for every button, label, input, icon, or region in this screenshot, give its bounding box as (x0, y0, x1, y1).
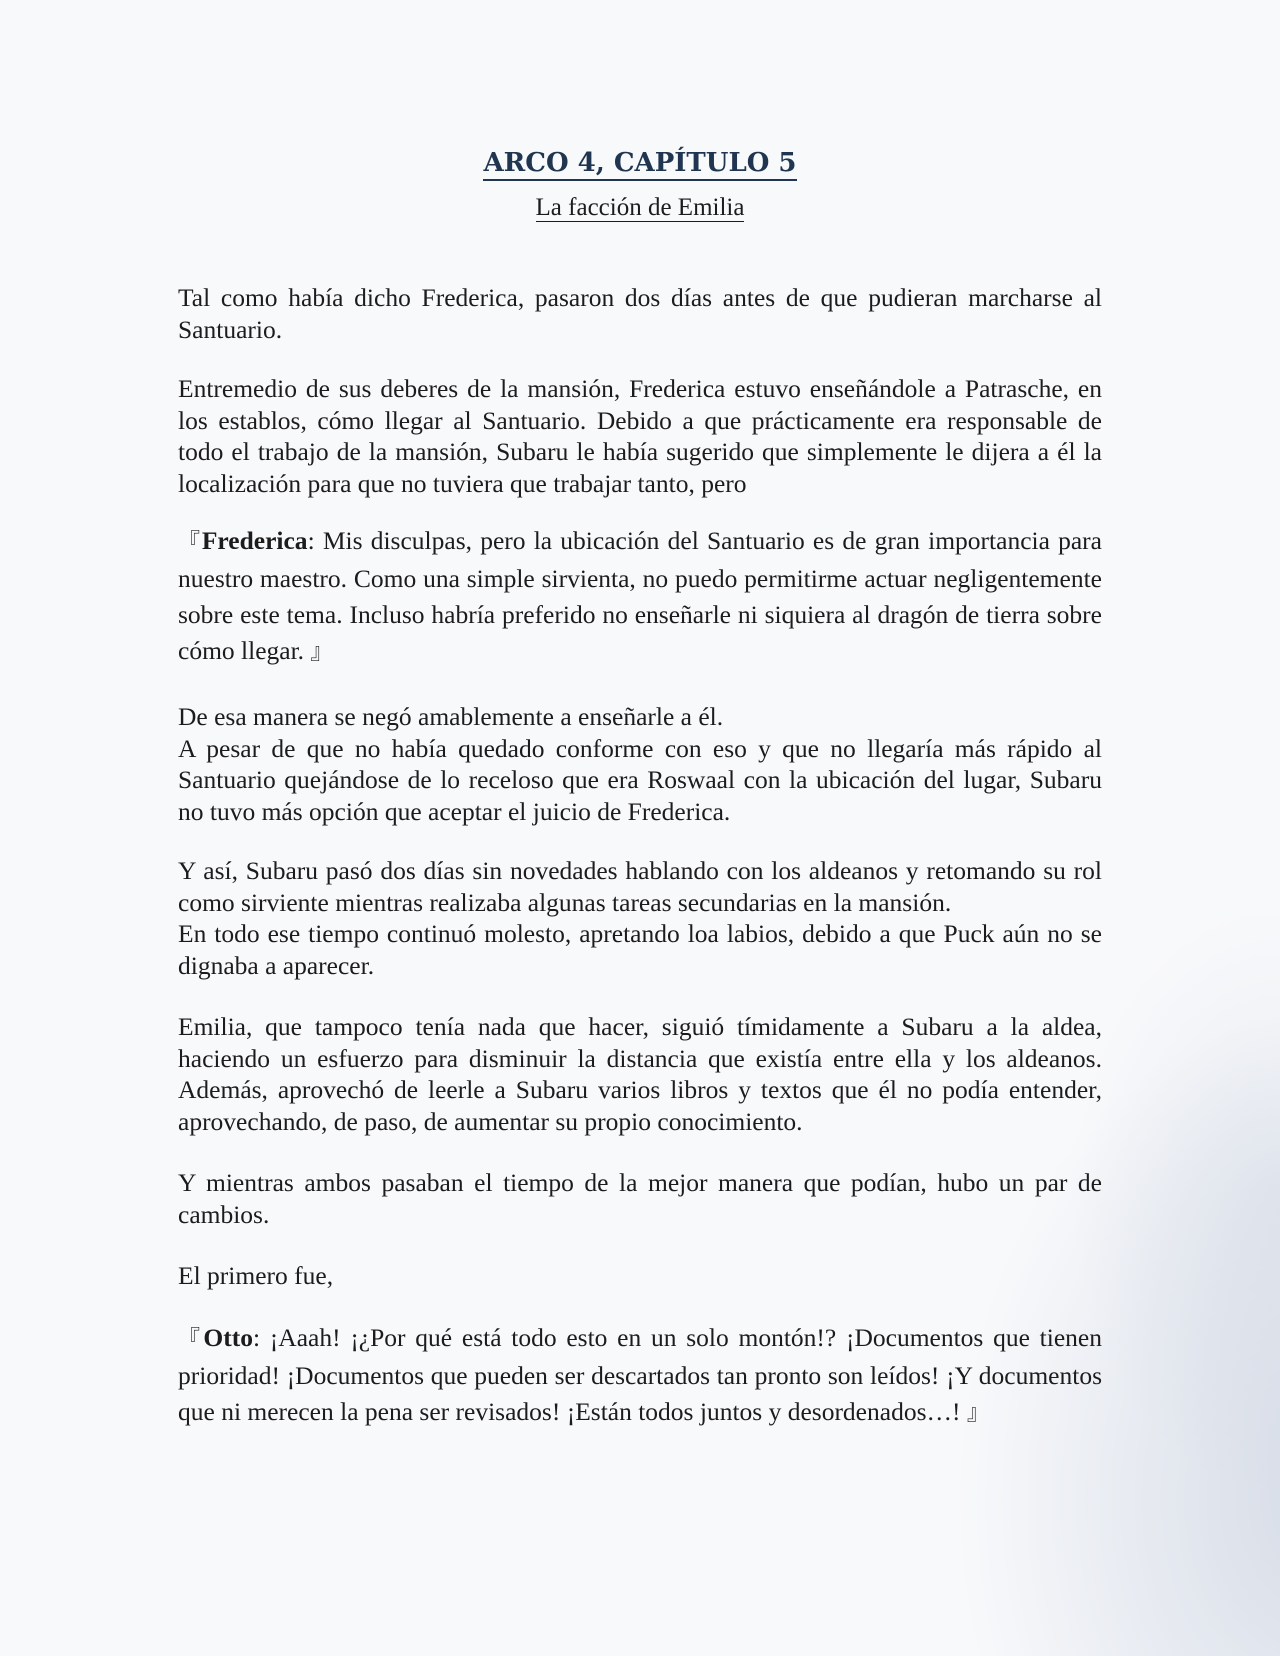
dialogue-otto (178, 1320, 1102, 1432)
paragraph-3b: A pesar de que no había quedado conforme con eso y que no llegaría más rápido al Santuario quejándose de lo receloso que era Roswaal con la ubicación del lugar, Subaru no tuvo más opción que aceptar el juicio de Frederica. (178, 733, 1102, 826)
dialogue-text: : Mis disculpas, pero la ubicación del Santuario es de gran importancia para nuestro maestro. Como una simple sirvienta, no puedo permitirme actuar negligentemente sobre este tema. Incluso habría preferido no enseñarle ni siquiera al dragón de tierra sobre cómo llegar. (178, 526, 1102, 665)
paragraph-2: Entremedio de sus deberes de la mansión, Frederica estuvo enseñándole a Patrasche, en los establos, cómo llegar al Santuario. Debido a que prácticamente era responsable de todo el trabajo de la mansión, Subaru le había sugerido que simplemente le dijera a él la localización para que no tuviera que trabajar tanto, pero (178, 374, 1102, 498)
paragraph-6: Y mientras ambos pasaban el tiempo de la mejor manera que podían, hubo un par de cambios. (178, 1168, 1102, 1229)
close-quote-bracket: 』 (310, 640, 333, 665)
paragraph-7: El primero fue, (178, 1261, 334, 1290)
paragraph-5: Emilia, que tampoco tenía nada que hacer, siguió tímidamente a Subaru a la aldea, haciendo un esfuerzo para disminuir la distancia que existía entre ella y los aldeanos. Además, aprovechó de leerle a Subaru varios libros y textos que él no podía entender, aprovechando, de paso, de aumentar su propio conocimiento. (178, 1012, 1102, 1136)
dialogue-text: : ¡Aaah! ¡¿Por qué está todo esto en un solo montón!? ¡Documentos que tienen prioridad! ¡Documentos que pueden ser descartados tan pronto son leídos! ¡Y documentos que ni merecen la pena ser revisados! ¡Están todos juntos y desordenados…! (178, 1322, 1102, 1426)
speaker-name: Frederica (201, 526, 308, 555)
speaker-name: Otto (203, 1322, 253, 1352)
document-body (178, 140, 1102, 1432)
close-quote-bracket: 』 (966, 1400, 989, 1426)
chapter-subtitle-text: La facción de Emilia (535, 194, 745, 221)
paragraph-4b: En todo ese tiempo continuó molesto, apretando loa labios, debido a que Puck aún no se dignaba a aparecer. (178, 919, 1102, 980)
open-quote-bracket: 『 (178, 530, 202, 555)
chapter-title-text: ARCO 4, CAPÍTULO 5 (483, 148, 796, 181)
paragraph-4a: Y así, Subaru pasó dos días sin novedades hablando con los aldeanos y retomando su rol como sirviente mientras realizaba algunas tareas secundarias en la mansión. (178, 856, 1102, 917)
paragraph-1: Tal como había dicho Frederica, pasaron dos días antes de que pudieran marcharse al Santuario. (178, 283, 1102, 344)
open-quote-bracket: 『 (178, 1326, 204, 1352)
chapter-title (178, 140, 1102, 186)
chapter-subtitle (178, 186, 1102, 230)
dialogue-frederica (178, 523, 1102, 671)
paragraph-3a: De esa manera se negó amablemente a enseñarle a él. (178, 702, 724, 731)
